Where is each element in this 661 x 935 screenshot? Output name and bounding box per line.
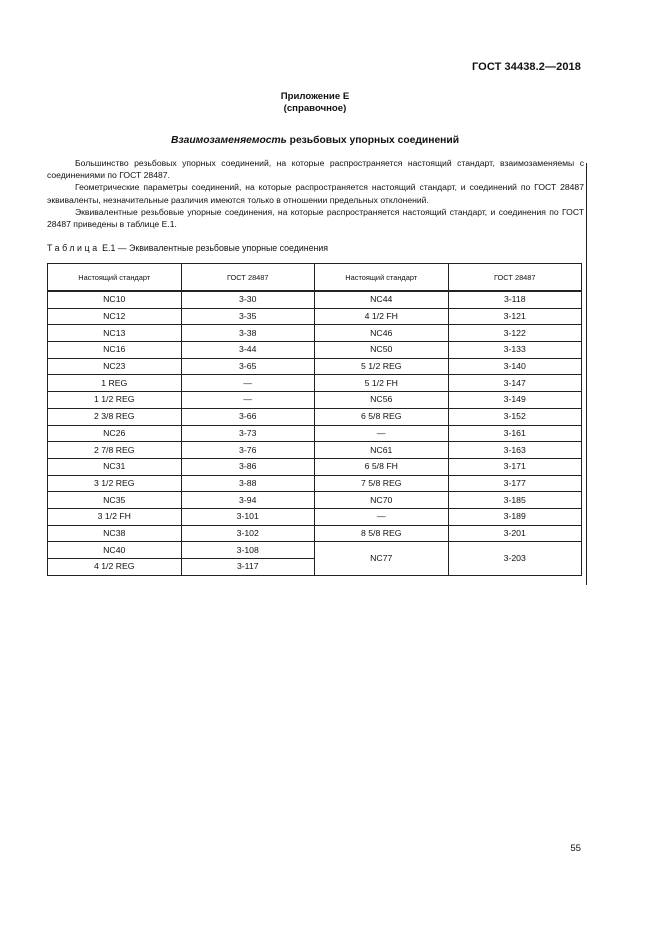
table-cell: 2 7/8 REG xyxy=(48,442,182,459)
table-cell: 3-65 xyxy=(181,358,315,375)
table-cell: 3-35 xyxy=(181,308,315,325)
table-cell: 3-94 xyxy=(181,492,315,509)
table-cell: 6 5/8 REG xyxy=(315,408,449,425)
table-cell: NC10 xyxy=(48,291,182,308)
table-cell: NC70 xyxy=(315,492,449,509)
table-header-row xyxy=(48,264,582,292)
section-title-italic: Взаимозаменяемость xyxy=(170,135,287,146)
change-margin-bar xyxy=(586,163,587,585)
table-cell: 3-73 xyxy=(181,425,315,442)
table-cell: 3-30 xyxy=(181,291,315,308)
section-title-rest: резьбовых упорных соединений xyxy=(286,135,460,146)
paragraph: Геометрические параметры соединений, на которые распространяется настоящий стандарт, и соединений по ГОСТ 28487 эквиваленты, незначительные различия имеются только в отношении предельных отклонений. xyxy=(47,182,584,205)
table-cell: 3-140 xyxy=(448,358,582,375)
table-cell: — xyxy=(315,425,449,442)
table-cell: 3-66 xyxy=(181,408,315,425)
table-row xyxy=(48,458,582,475)
table-cell: 3-171 xyxy=(448,458,582,475)
header-cell: Настоящий стандарт xyxy=(315,264,449,292)
table-cell: 3-88 xyxy=(181,475,315,492)
table-row xyxy=(48,291,582,308)
table-cell: NC50 xyxy=(315,342,449,359)
table-row xyxy=(48,342,582,359)
table-cell: 2 3/8 REG xyxy=(48,408,182,425)
paragraph: Эквивалентные резьбовые упорные соединения, на которые распространяется настоящий стандарт, и соединения по ГОСТ 28487 приведены в таблице Е.1. xyxy=(47,206,584,230)
table-cell: NC26 xyxy=(48,425,182,442)
table-row xyxy=(48,492,582,509)
table-cell: 3-149 xyxy=(448,392,582,409)
table-cell: NC16 xyxy=(48,342,182,359)
table-cell: 3-152 xyxy=(448,408,582,425)
table-caption xyxy=(47,243,328,253)
page-number: 55 xyxy=(570,843,581,854)
table-cell: 5 1/2 FH xyxy=(315,375,449,392)
table-row xyxy=(48,375,582,392)
table-row xyxy=(48,508,582,525)
table-cell: 3-44 xyxy=(181,342,315,359)
standard-code-header: ГОСТ 34438.2—2018 xyxy=(471,61,581,73)
table-row xyxy=(48,308,582,325)
table-row xyxy=(48,358,582,375)
table-cell: 1 1/2 REG xyxy=(48,392,182,409)
table-cell: — xyxy=(315,508,449,525)
body-text xyxy=(47,157,584,230)
table-cell: NC31 xyxy=(48,458,182,475)
table-cell: 3-185 xyxy=(448,492,582,509)
section-title xyxy=(0,135,630,146)
table-cell: NC12 xyxy=(48,308,182,325)
table-cell: 3-108 xyxy=(181,542,315,559)
table-cell-merged: NC77 xyxy=(315,542,449,575)
table-cell: 3-163 xyxy=(448,442,582,459)
table-row xyxy=(48,475,582,492)
header-cell: ГОСТ 28487 xyxy=(448,264,582,292)
equivalence-table xyxy=(47,263,582,576)
table-cell: 3-161 xyxy=(448,425,582,442)
table-cell: 3-101 xyxy=(181,508,315,525)
table-row xyxy=(48,542,582,559)
header-cell: ГОСТ 28487 xyxy=(181,264,315,292)
table-cell: NC23 xyxy=(48,358,182,375)
table-cell: 1 REG xyxy=(48,375,182,392)
table-cell: NC44 xyxy=(315,291,449,308)
table-cell: — xyxy=(181,392,315,409)
table-cell: 3 1/2 REG xyxy=(48,475,182,492)
table-cell: 3-147 xyxy=(448,375,582,392)
table-row xyxy=(48,425,582,442)
table-cell: 3-122 xyxy=(448,325,582,342)
table-caption-rest: Е.1 — Эквивалентные резьбовые упорные соединения xyxy=(99,243,329,253)
table-cell: NC38 xyxy=(48,525,182,542)
table-cell: 3-117 xyxy=(181,559,315,576)
header-cell: Настоящий стандарт xyxy=(48,264,182,292)
table-cell: 3-201 xyxy=(448,525,582,542)
table-cell: 6 5/8 FH xyxy=(315,458,449,475)
table-cell: NC40 xyxy=(48,542,182,559)
table-row xyxy=(48,442,582,459)
table-cell: 3-189 xyxy=(448,508,582,525)
table-cell: NC35 xyxy=(48,492,182,509)
paragraph: Большинство резьбовых упорных соединений, на которые распространяется настоящий стандарт, взаимозаменяемы с соединениями по ГОСТ 28487. xyxy=(47,158,584,181)
annex-status: (справочное) xyxy=(283,103,347,114)
table-cell: NC13 xyxy=(48,325,182,342)
table-cell: 3-118 xyxy=(448,291,582,308)
table-caption-prefix: Таблица xyxy=(47,243,100,253)
table-body xyxy=(48,291,582,575)
table-cell: 3-76 xyxy=(181,442,315,459)
table-row xyxy=(48,392,582,409)
table-cell: 4 1/2 REG xyxy=(48,559,182,576)
table-cell: 3-177 xyxy=(448,475,582,492)
table-cell: — xyxy=(181,375,315,392)
table-cell: 3-121 xyxy=(448,308,582,325)
table-row xyxy=(48,325,582,342)
table-row xyxy=(48,525,582,542)
table-cell: 3-86 xyxy=(181,458,315,475)
table-cell: 3 1/2 FH xyxy=(48,508,182,525)
table-cell: NC46 xyxy=(315,325,449,342)
table-cell: 3-133 xyxy=(448,342,582,359)
annex-title: Приложение Е xyxy=(280,91,350,102)
table-cell-merged: 3-203 xyxy=(448,542,582,575)
table-cell: NC61 xyxy=(315,442,449,459)
table-row xyxy=(48,408,582,425)
table-cell: 5 1/2 REG xyxy=(315,358,449,375)
table-cell: 3-38 xyxy=(181,325,315,342)
table-cell: 7 5/8 REG xyxy=(315,475,449,492)
table-cell: 8 5/8 REG xyxy=(315,525,449,542)
table-cell: 4 1/2 FH xyxy=(315,308,449,325)
table-cell: NC56 xyxy=(315,392,449,409)
table-cell: 3-102 xyxy=(181,525,315,542)
annex-heading xyxy=(0,91,630,115)
